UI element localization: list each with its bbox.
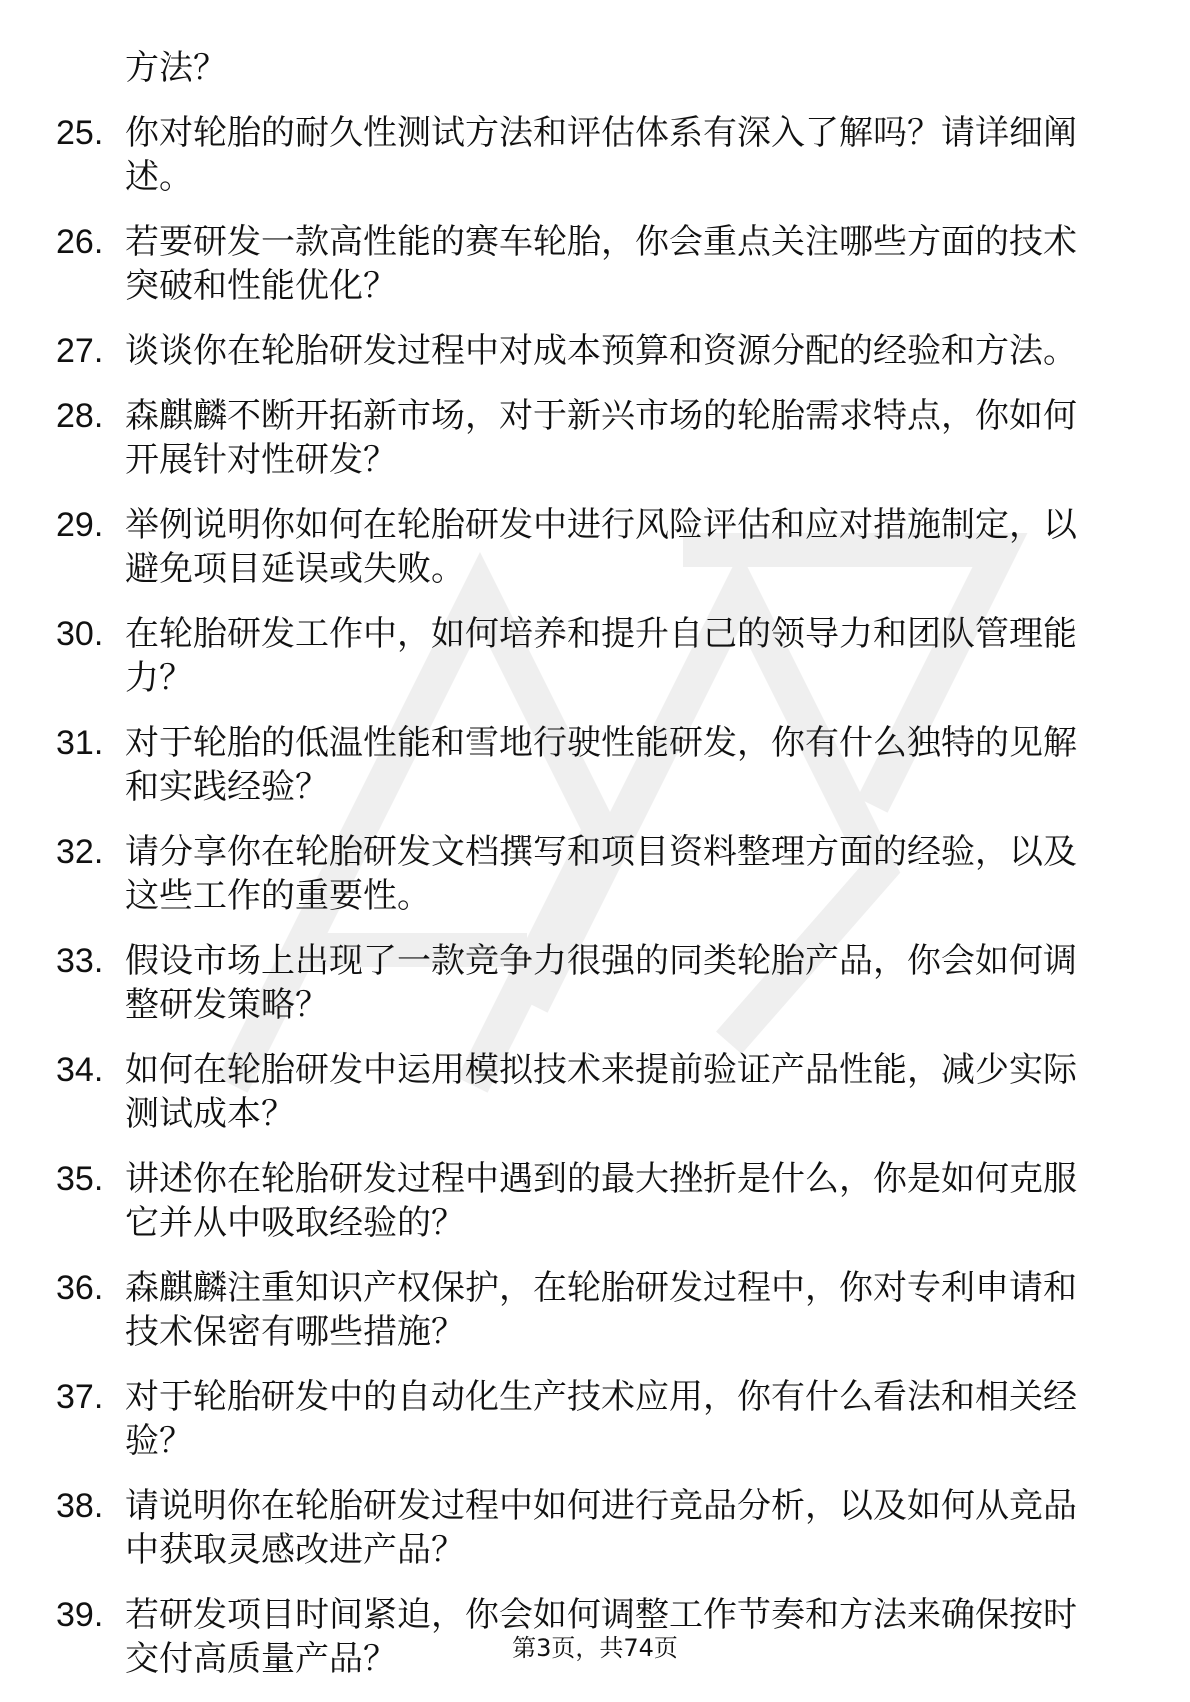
question-text: 请分享你在轮胎研发文档撰写和项目资料整理方面的经验，以及这些工作的重要性。 [125,832,1077,916]
question-list [0,46,1190,1702]
list-item [0,329,1190,373]
question-text: 对于轮胎的低温性能和雪地行驶性能研发，你有什么独特的见解和实践经验？ [125,723,1077,807]
question-text: 请说明你在轮胎研发过程中如何进行竞品分析，以及如何从竞品中获取灵感改进产品？ [125,1486,1077,1570]
question-text: 你对轮胎的耐久性测试方法和评估体系有深入了解吗？请详细阐述。 [125,113,1077,197]
list-item [0,830,1190,918]
question-text: 假设市场上出现了一款竞争力很强的同类轮胎产品，你会如何调整研发策略？ [125,941,1077,1025]
question-number: 37. [56,1378,104,1416]
question-text: 谈谈你在轮胎研发过程中对成本预算和资源分配的经验和方法。 [125,331,1077,371]
question-text: 如何在轮胎研发中运用模拟技术来提前验证产品性能，减少实际测试成本？ [125,1050,1077,1134]
list-item [0,1266,1190,1354]
question-text: 若研发项目时间紧迫，你会如何调整工作节奏和方法来确保按时交付高质量产品？ [125,1595,1077,1679]
question-number: 31. [56,724,104,762]
question-number: 29. [56,506,104,544]
question-text: 讲述你在轮胎研发过程中遇到的最大挫折是什么，你是如何克服它并从中吸取经验的？ [125,1159,1077,1243]
question-number: 34. [56,1051,104,1089]
list-item [0,503,1190,591]
question-text: 森麒麟注重知识产权保护，在轮胎研发过程中，你对专利申请和技术保密有哪些措施？ [125,1268,1077,1352]
page-footer: 第3页，共74页 [512,1634,678,1662]
list-item [0,394,1190,482]
question-number: 30. [56,615,104,653]
question-text: 举例说明你如何在轮胎研发中进行风险评估和应对措施制定，以避免项目延误或失败。 [125,505,1077,589]
list-item [0,1484,1190,1572]
list-item [0,220,1190,308]
list-item [0,1375,1190,1463]
question-text: 在轮胎研发工作中，如何培养和提升自己的领导力和团队管理能力？ [125,614,1077,698]
list-item [0,1048,1190,1136]
list-item [0,612,1190,700]
list-item [0,939,1190,1027]
question-number: 36. [56,1269,104,1307]
question-number: 32. [56,833,104,871]
list-item [0,111,1190,199]
question-text: 若要研发一款高性能的赛车轮胎，你会重点关注哪些方面的技术突破和性能优化？ [125,222,1077,306]
question-text: 森麒麟不断开拓新市场，对于新兴市场的轮胎需求特点，你如何开展针对性研发？ [125,396,1077,480]
question-continuation-text: 方法？ [125,48,227,88]
list-item [0,721,1190,809]
question-text: 对于轮胎研发中的自动化生产技术应用，你有什么看法和相关经验？ [125,1377,1077,1461]
list-item-continuation [0,46,1190,90]
question-number: 28. [56,397,104,435]
question-number: 38. [56,1487,104,1525]
question-number: 25. [56,114,104,152]
question-number: 39. [56,1596,104,1634]
question-number: 27. [56,332,104,370]
list-item [0,1157,1190,1245]
question-number: 33. [56,942,104,980]
question-number: 26. [56,223,104,261]
question-number: 35. [56,1160,104,1198]
